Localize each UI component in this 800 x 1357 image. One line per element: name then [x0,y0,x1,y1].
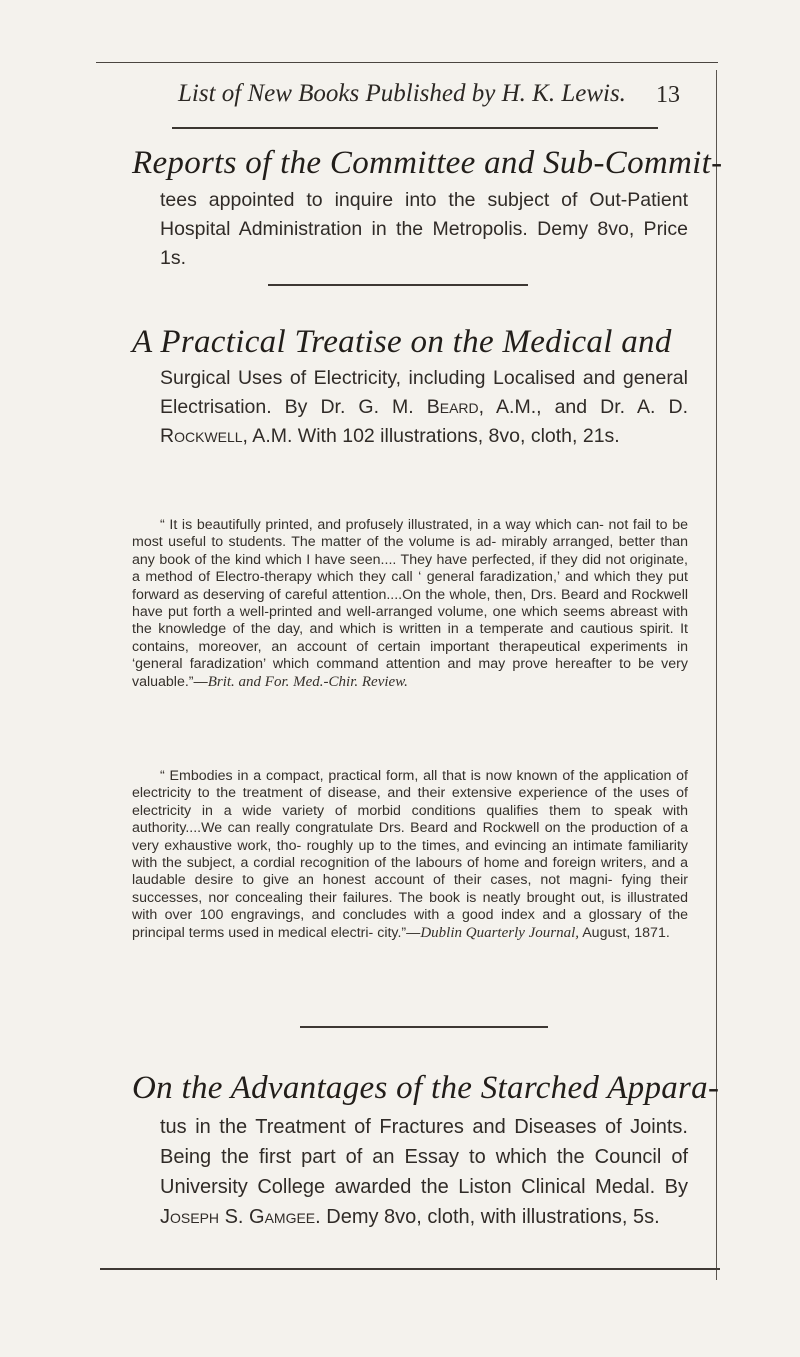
separator-rule [300,1026,548,1028]
entry-title-electricity: A Practical Treatise on the Medical and [132,324,672,360]
entry-title-reports: Reports of the Committee and Sub-Commit- [132,145,723,181]
author-name: Joseph S. Gamgee [160,1206,316,1228]
page-number: 13 [656,82,680,108]
body-intro: Surgical Uses of Electricity, including Localised and general Electrisation. By Dr. G. M. [160,367,688,418]
body-mid: , A.M., and Dr. A. D. [478,396,688,418]
review-source: Dublin Quarterly Journal, [420,924,580,941]
separator-rule [268,284,528,286]
entry-body-starched-apparatus [160,1112,688,1232]
body-end: . Demy 8vo, cloth, with illustrations, 5s. [315,1206,660,1228]
review-quote [132,517,688,691]
author-name: Beard [426,396,479,418]
header-rule [172,127,658,129]
author-name: Rockwell [160,425,243,447]
review-source: Brit. and For. Med.-Chir. Review. [207,673,408,690]
entry-body-reports: tees appointed to inquire into the subject of Out-Patient Hospital Administration in the Metropolis. Demy 8vo, Price 1s. [160,189,688,269]
review-text: “ Embodies in a compact, practical form, all that is now known of the application of electricity to the treatment of disease, and their extensive experience of the uses of electricity in a wide variety of morbid conditions qualifies them to speak with authority....We can really congratulate Drs. Beard and Rockwell on the production of a very exhaustive work, tho- roughly up to the times, and evincing an intimate familiarity with the subject, a cordial recognition of the labours of home and foreign writers, and a laudable desire to give an honest account of their cases, not magni- fying their successes, nor concealing their failures. The book is neatly brought out, is illustrated with over 100 engravings, and concludes with a good index and a glossary of the principal terms used in medical electri- city.”— [132,768,688,941]
review-date: August, 1871. [579,924,670,941]
review-quote [132,768,688,942]
body-end: , A.M. With 102 illustrations, 8vo, cloth, 21s. [242,425,620,447]
review-text: “ It is beautifully printed, and profusely illustrated, in a way which can- not fail to be most useful to students. The matter of the volume is ad- mirably arranged, better than any book of the kind which I have seen.... They have perfected, if they did not originate, a method of Electro-therapy which they call ‘ general faradization,’ and which they put forward as deserving of careful attention....On the whole, then, Drs. Beard and Rockwell have put forth a well-printed and well-arranged volume, one which seems abreast with the knowledge of the day, and which is written in a temperate and cautious spirit. It contains, moreover, an account of certain important therapeutical experiments in ‘general faradization’ which command attention and may prove hereafter to be very valuable.”— [132,517,688,690]
page-bottom-rule [100,1268,720,1270]
running-header: List of New Books Published by H. K. Lewis. [178,80,626,107]
body-intro: tus in the Treatment of Fractures and Diseases of Joints. Being the first part of an Essay to which the Council of University College awarded the Liston Clinical Medal. By [160,1116,688,1198]
entry-body-electricity [160,364,688,451]
entry-title-starched-apparatus: On the Advantages of the Starched Appara- [132,1070,720,1106]
page-top-rule [96,62,718,63]
